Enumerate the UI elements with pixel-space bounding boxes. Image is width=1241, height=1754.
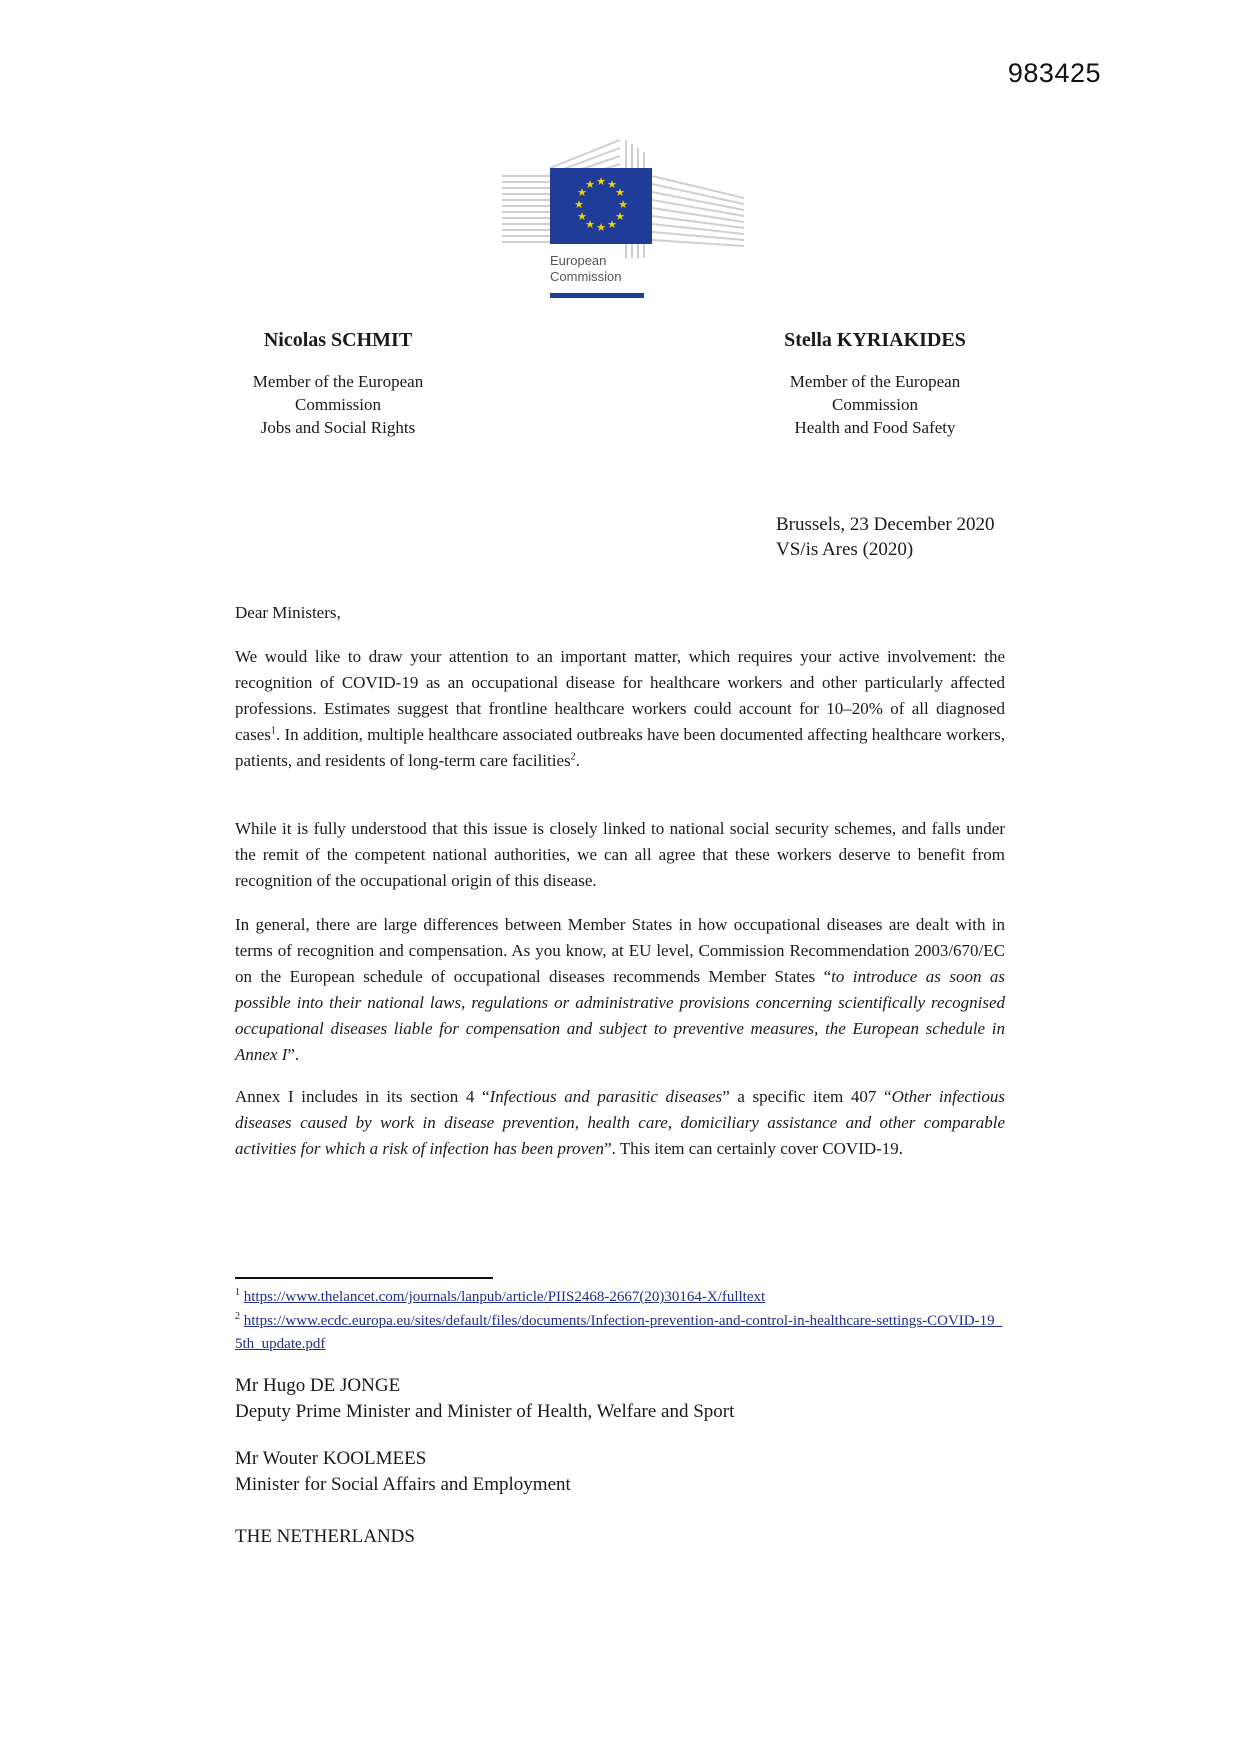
quoted-text: to introduce as soon as possible into their national laws, regulations or administrative provisions concerning scientifically recognised occupational diseases liable for compensation and subject to preventive measures, the European schedule in Annex I [235, 967, 1006, 1064]
paragraph-text: ”. This item can certainly cover COVID-19. [604, 1139, 904, 1158]
svg-text:★: ★ [607, 219, 617, 231]
paragraph-text: ”. [287, 1045, 300, 1064]
footnote-ref-1: 1 [270, 725, 276, 737]
svg-text:★: ★ [615, 187, 625, 199]
addressee-name: Mr Wouter KOOLMEES [235, 1448, 427, 1469]
paragraph-text: Annex I includes in its section 4 “ [235, 1087, 490, 1106]
paragraph-text: We would like to draw your attention to an important matter, which requires your active involvement: the recognition of COVID-19 as an occupational disease for healthcare workers and other particularly affected professions. Estimates suggest that frontline healthcare workers could account for 10–20% of all diagnosed cases [235, 647, 1005, 744]
svg-text:★: ★ [577, 211, 587, 223]
footnote-link-2[interactable]: https://www.ecdc.europa.eu/sites/default/files/documents/Infection-prevention-and-control-in-healthcare-settings-COVID-19_5th_update.pdf [235, 1313, 1003, 1352]
reference: VS/is Ares (2020) [776, 539, 914, 560]
european-commission-logo [502, 138, 744, 306]
paragraph-text: . [575, 751, 580, 770]
document-number: 983425 [1007, 58, 1101, 88]
svg-text:★: ★ [577, 187, 587, 199]
addressee-title: Deputy Prime Minister and Minister of Health, Welfare and Sport [235, 1401, 735, 1422]
signatory-kyriakides [735, 329, 1015, 439]
place-date: Brussels, 23 December 2020 [776, 514, 995, 535]
svg-text:★: ★ [574, 199, 584, 211]
addressee-2 [235, 1446, 571, 1498]
signatory-role-line: Commission [832, 395, 918, 414]
paragraph-4 [235, 1084, 1005, 1162]
addressee-country: THE NETHERLANDS [235, 1526, 415, 1547]
quoted-text: Other infectious diseases caused by work in disease prevention, health care, domiciliary assistance and other comparable activities for which a risk of infection has been proven [235, 1087, 1006, 1158]
paragraph-2 [235, 816, 1005, 894]
addressee-title: Minister for Social Affairs and Employment [235, 1474, 571, 1495]
signatory-role-line: Commission [295, 395, 381, 414]
signatory-role-line: Member of the European [789, 372, 961, 391]
svg-text:★: ★ [618, 199, 628, 211]
paragraph-text: While it is fully understood that this issue is closely linked to national social security schemes, and falls under the remit of the competent national authorities, we can all agree that these workers deserve to benefit from recognition of the occupational origin of this disease. [235, 819, 1005, 890]
signatory-name: Stella KYRIAKIDES [784, 329, 966, 351]
svg-text:★: ★ [585, 219, 595, 231]
letter-meta [776, 512, 994, 562]
paragraph-1 [235, 644, 1005, 774]
addressee-name: Mr Hugo DE JONGE [235, 1375, 401, 1396]
salutation: Dear Ministers, [235, 603, 341, 622]
signatory-portfolio: Health and Food Safety [794, 418, 956, 437]
signatory-schmit [198, 329, 478, 439]
svg-text:★: ★ [607, 179, 617, 191]
footnote-marker: 2 [235, 1311, 240, 1322]
paragraph-3 [235, 912, 1005, 1068]
addressee-1 [235, 1373, 734, 1425]
logo-text-line2: Commission [550, 269, 622, 284]
paragraph-text: In general, there are large differences between Member States in how occupational diseases are dealt with in terms of recognition and compensation. As you know, at EU level, Commission Recommendation 2003/670/EC on the European schedule of occupational diseases recommends Member States “ [235, 915, 1005, 986]
footnote-ref-2: 2 [570, 751, 576, 763]
signatory-name: Nicolas SCHMIT [263, 329, 413, 351]
signatory-portfolio: Jobs and Social Rights [260, 418, 416, 437]
footnote-divider [235, 1277, 493, 1279]
svg-text:★: ★ [585, 179, 595, 191]
logo-text-line1: European [550, 253, 607, 268]
svg-text:★: ★ [596, 176, 606, 188]
signatory-role-line: Member of the European [252, 372, 424, 391]
logo-accent-line [550, 293, 644, 298]
footnote-marker: 1 [235, 1287, 240, 1298]
footnote-link-1[interactable]: https://www.thelancet.com/journals/lanpub/article/PIIS2468-2667(20)30164-X/fulltext [243, 1289, 766, 1305]
svg-text:★: ★ [615, 211, 625, 223]
european-commission-logo-graphic [502, 138, 744, 306]
svg-text:★: ★ [596, 222, 606, 234]
paragraph-text: . In addition, multiple healthcare associated outbreaks have been documented affecting healthcare workers, patients, and residents of long-term care facilities [235, 725, 1005, 770]
footnote-1 [235, 1286, 1005, 1309]
paragraph-text: ” a specific item 407 “ [722, 1087, 892, 1106]
footnote-2 [235, 1310, 1005, 1356]
quoted-text: Infectious and parasitic diseases [489, 1087, 723, 1106]
